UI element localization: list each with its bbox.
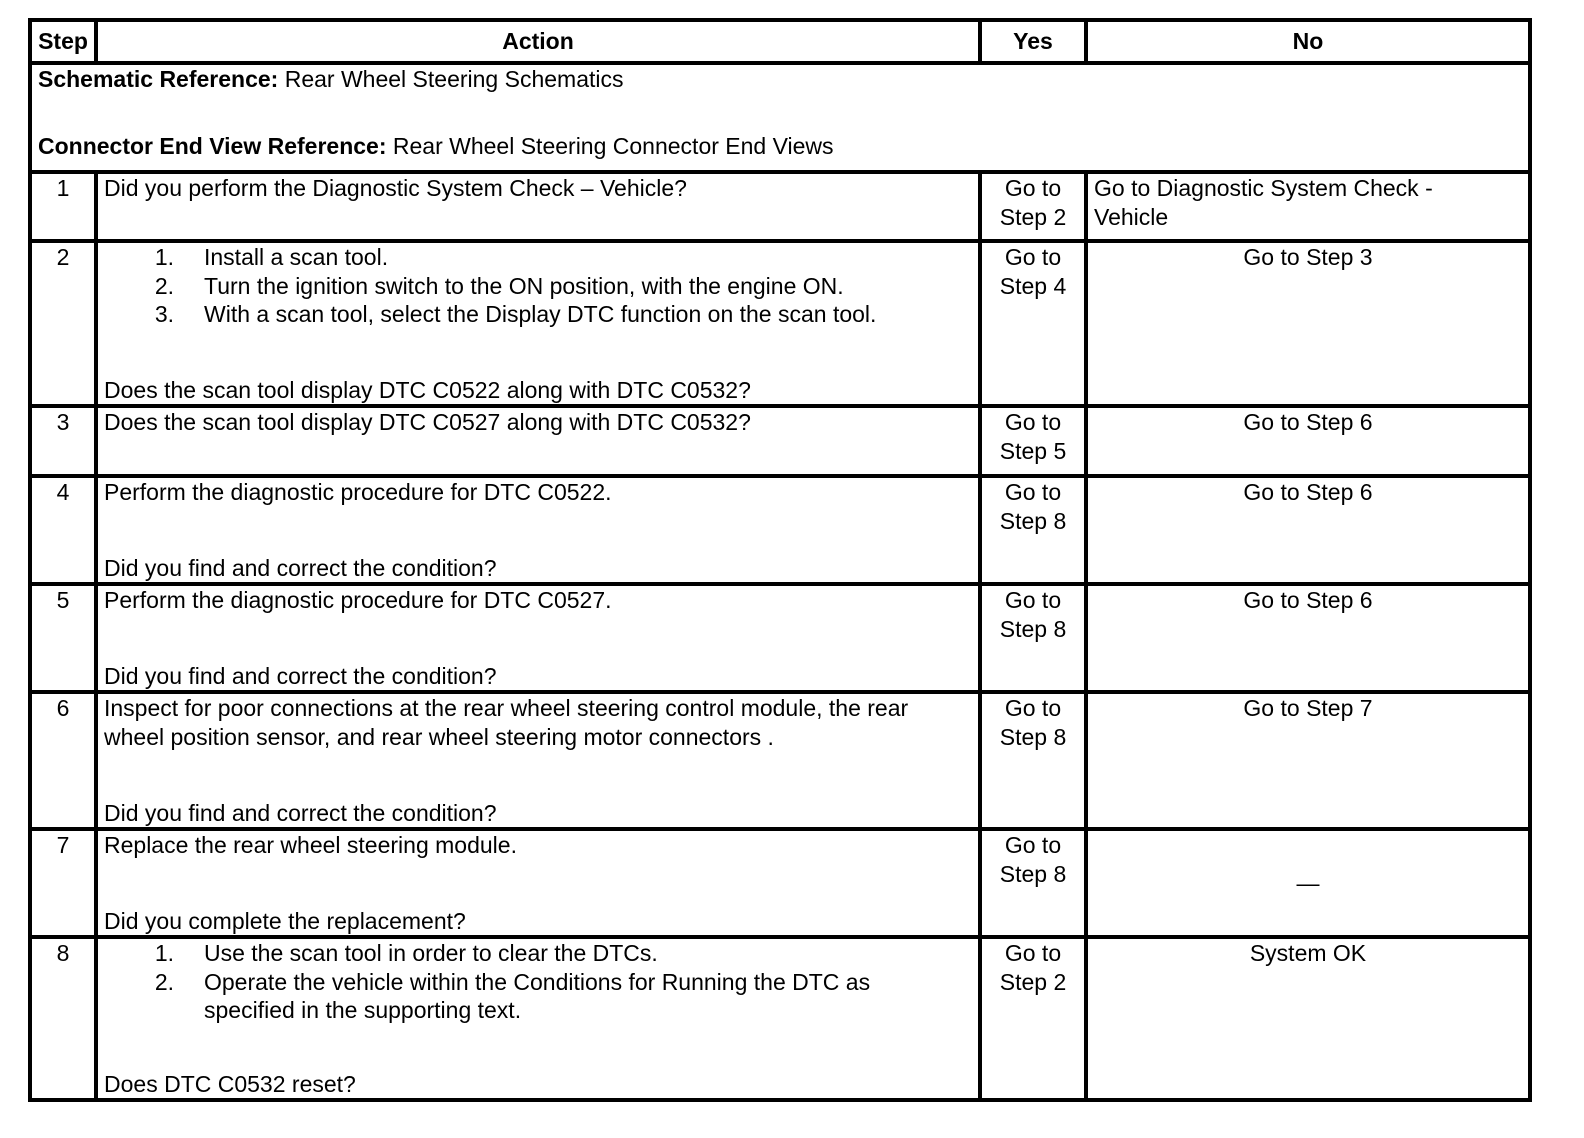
no-cell[interactable]: Go to Diagnostic System Check - Vehicle [1086, 172, 1530, 241]
no-cell[interactable]: Go to Step 6 [1086, 406, 1530, 476]
question: Did you find and correct the condition? [104, 662, 497, 689]
action-cell [96, 829, 980, 937]
question: Did you find and correct the condition? [104, 799, 497, 826]
yes-cell[interactable]: Go to Step 5 [980, 406, 1086, 476]
table-row [30, 406, 1530, 476]
step-number: 6 [30, 692, 96, 829]
yes-cell[interactable]: Go to Step 2 [980, 937, 1086, 1100]
no-cell[interactable]: Go to Step 6 [1086, 476, 1530, 584]
step-number: 7 [30, 829, 96, 937]
question: Does DTC C0532 reset? [104, 1070, 356, 1097]
list-item: 2. Operate the vehicle within the Conditions for Running the DTC as specified in the supporting text. [154, 968, 871, 1023]
action-cell [96, 937, 980, 1100]
step-number: 3 [30, 406, 96, 476]
yes-cell[interactable]: Go to Step 8 [980, 829, 1086, 937]
step-number: 5 [30, 584, 96, 692]
instruction: Perform the diagnostic procedure for DTC C0527. [104, 587, 612, 613]
schematic-reference-link[interactable]: Rear Wheel Steering Schematics [284, 66, 624, 92]
table-row [30, 584, 1530, 692]
yes-cell[interactable]: Go to Step 8 [980, 584, 1086, 692]
table-row [30, 937, 1530, 1100]
connector-reference-label: Connector End View Reference: [38, 132, 387, 159]
schematic-reference [38, 65, 1522, 94]
header-step: Step [30, 20, 96, 63]
no-cell[interactable]: Go to Step 3 [1086, 241, 1530, 406]
reference-row [30, 63, 1530, 172]
question: Did you find and correct the condition? [104, 554, 497, 581]
action-cell [96, 692, 980, 829]
no-cell: — [1086, 829, 1530, 937]
action-cell [96, 406, 980, 476]
instruction: Inspect for poor connections at the rear wheel steering control module, the rear wheel position sensor, and rear wheel steering motor connectors . [104, 695, 909, 750]
table-row [30, 241, 1530, 406]
no-cell[interactable]: System OK [1086, 937, 1530, 1100]
list-item: 2. Turn the ignition switch to the ON position, with the engine ON. [154, 272, 844, 299]
table-row [30, 172, 1530, 241]
instruction-list [104, 243, 972, 329]
question: Did you perform the Diagnostic System Check – Vehicle? [104, 175, 687, 201]
question: Did you complete the replacement? [104, 907, 466, 934]
table-row [30, 829, 1530, 937]
yes-cell[interactable]: Go to Step 8 [980, 692, 1086, 829]
instruction-list [104, 939, 972, 1025]
instruction: Replace the rear wheel steering module. [104, 832, 517, 858]
step-number: 1 [30, 172, 96, 241]
yes-cell[interactable]: Go to Step 8 [980, 476, 1086, 584]
no-cell[interactable]: Go to Step 6 [1086, 584, 1530, 692]
step-number: 8 [30, 937, 96, 1100]
header-yes: Yes [980, 20, 1086, 63]
yes-cell[interactable]: Go to Step 4 [980, 241, 1086, 406]
question: Does the scan tool display DTC C0522 along with DTC C0532? [104, 376, 751, 403]
action-cell [96, 172, 980, 241]
action-cell [96, 584, 980, 692]
step-number: 2 [30, 241, 96, 406]
question: Does the scan tool display DTC C0527 along with DTC C0532? [104, 409, 751, 435]
connector-reference [38, 132, 1522, 161]
no-cell[interactable]: Go to Step 7 [1086, 692, 1530, 829]
table-row [30, 476, 1530, 584]
list-item: 1. Use the scan tool in order to clear the DTCs. [154, 940, 658, 966]
step-number: 4 [30, 476, 96, 584]
header-action: Action [96, 20, 980, 63]
connector-reference-link[interactable]: Rear Wheel Steering Connector End Views [392, 132, 834, 159]
table-row [30, 692, 1530, 829]
yes-cell[interactable]: Go to Step 2 [980, 172, 1086, 241]
list-item: 3. With a scan tool, select the Display DTC function on the scan tool. [154, 301, 877, 327]
header-no: No [1086, 20, 1530, 63]
list-item: 1. Install a scan tool. [154, 244, 389, 270]
action-cell [96, 241, 980, 406]
instruction: Perform the diagnostic procedure for DTC C0522. [104, 479, 612, 505]
diagnostic-table [28, 18, 1532, 1102]
reference-cell [30, 63, 1530, 172]
header-row [30, 20, 1530, 63]
action-cell [96, 476, 980, 584]
schematic-reference-label: Schematic Reference: [38, 66, 279, 92]
